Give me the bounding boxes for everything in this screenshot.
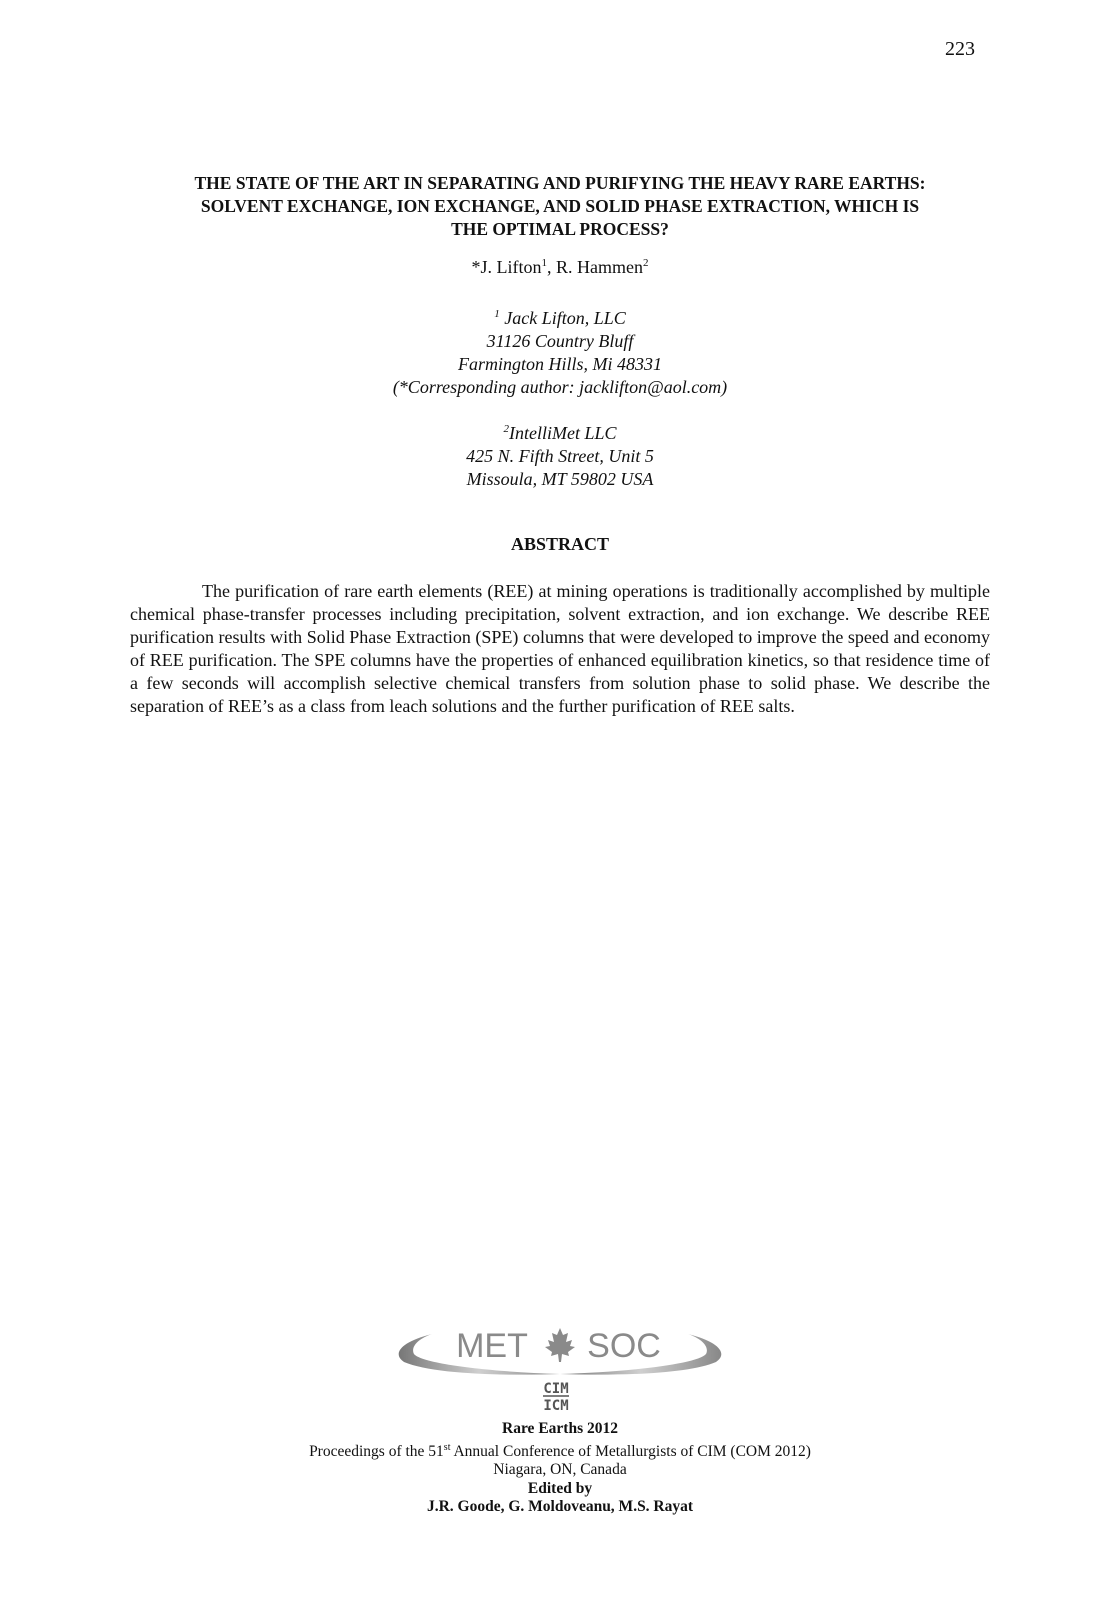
title-line-2: SOLVENT EXCHANGE, ION EXCHANGE, AND SOLID PHASE EXTRACTION, WHICH IS xyxy=(200,196,920,216)
edited-by-label: Edited by xyxy=(527,1479,593,1497)
editors: J.R. Goode, G. Moldoveanu, M.S. Rayat xyxy=(426,1498,694,1516)
cim-badge-bottom: ICM xyxy=(543,1398,569,1412)
affiliation-1 xyxy=(0,303,1120,399)
logo-text-left: MET xyxy=(456,1327,528,1365)
proceedings-ordinal: st xyxy=(443,1441,451,1453)
proceedings-line xyxy=(0,1439,1120,1462)
affiliation-1-mark: 1 xyxy=(494,308,500,320)
page-number: 223 xyxy=(945,38,975,60)
maple-leaf-icon xyxy=(545,1328,575,1362)
title-line-3: THE OPTIMAL PROCESS? xyxy=(451,219,669,239)
author-1-affiliation-mark: 1 xyxy=(541,257,547,269)
cim-badge-top: CIM xyxy=(543,1381,569,1397)
author-1: *J. Lifton xyxy=(471,257,542,277)
affiliation-2 xyxy=(0,418,1120,491)
conference-location: Niagara, ON, Canada xyxy=(493,1461,627,1479)
abstract-heading: ABSTRACT xyxy=(510,534,610,554)
affiliation-2-street: 425 N. Fifth Street, Unit 5 xyxy=(466,446,654,466)
logo-text-right: SOC xyxy=(587,1327,661,1365)
metsoc-logo xyxy=(392,1322,728,1412)
book-title: Rare Earths 2012 xyxy=(502,1420,618,1437)
corresponding-author: (*Corresponding author: jacklifton@aol.com) xyxy=(392,377,728,397)
title-line-1: THE STATE OF THE ART IN SEPARATING AND PURIFYING THE HEAVY RARE EARTHS: xyxy=(194,173,926,193)
author-2: R. Hammen xyxy=(556,257,643,277)
proceedings-post: Annual Conference of Metallurgists of CIM (COM 2012) xyxy=(450,1442,811,1460)
abstract-body: The purification of rare earth elements (REE) at mining operations is traditionally accomplished by multiple chemical phase-transfer processes including precipitation, solvent extraction, and ion exchange. We describe REE purification results with Solid Phase Extraction (SPE) columns that were developed to improve the speed and economy of REE purification. The SPE columns have the properties of enhanced equilibration kinetics, so that residence time of a few seconds will accomplish selective chemical transfers from solution phase to solid phase. We describe the separation of REE’s as a class from leach solutions and the further purification of REE salts. xyxy=(130,581,990,716)
affiliation-2-city: Missoula, MT 59802 USA xyxy=(466,469,654,489)
affiliation-1-name-line xyxy=(0,303,1120,330)
affiliation-1-city: Farmington Hills, Mi 48331 xyxy=(457,354,662,374)
affiliation-1-name: Jack Lifton, LLC xyxy=(499,308,626,328)
author-list xyxy=(0,257,1120,278)
affiliation-2-mark: 2 xyxy=(503,423,509,435)
affiliation-1-street: 31126 Country Bluff xyxy=(486,331,634,351)
affiliation-2-name-line xyxy=(0,418,1120,445)
author-separator: , xyxy=(547,257,556,277)
proceedings-footer xyxy=(0,1420,1120,1517)
affiliation-2-name: IntelliMet LLC xyxy=(509,423,617,443)
paper-title xyxy=(120,172,1000,241)
proceedings-pre: Proceedings of the 51 xyxy=(309,1442,444,1460)
author-2-affiliation-mark: 2 xyxy=(643,257,649,269)
